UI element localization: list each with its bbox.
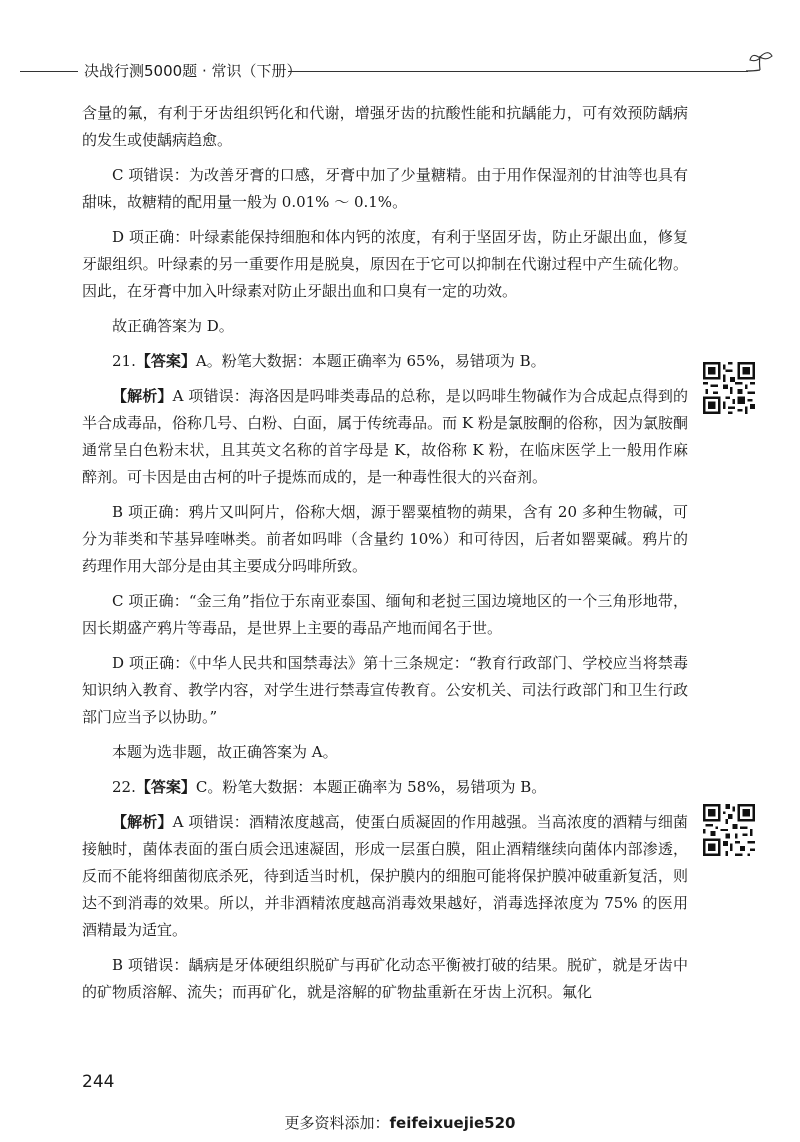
- page-content: [82, 100, 688, 1014]
- paragraph: C 项正确：“金三角”指位于东南亚泰国、缅甸和老挝三国边境地区的一个三角形地带，因长期盛产鸦片等毒品，是世界上主要的毒品产地而闻名于世。: [82, 592, 688, 637]
- paragraph: B 项正确：鸦片又叫阿片，俗称大烟，源于罂粟植物的蒴果，含有 20 多种生物碱，可分为菲类和苄基异喹啉类。前者如吗啡（含量约 10%）和可待因，后者如罂粟碱。鸦片的药理作用大部分是由其主要成分吗啡所致。: [82, 503, 688, 575]
- answer-tag: 【答案】: [135, 778, 196, 796]
- footer-note: [0, 1112, 800, 1133]
- answer-text: C。粉笔大数据：本题正确率为 58%，易错项为 B。: [195, 778, 547, 796]
- analysis-paragraph: [82, 809, 688, 944]
- book-title: 决战行测5000题 · 常识（下册）: [84, 62, 302, 80]
- paragraph: 本题为选非题，故正确答案为 A。: [112, 743, 338, 761]
- qr-code-icon[interactable]: [703, 804, 755, 856]
- header-rule-right: [288, 71, 748, 72]
- paragraph: D 项正确：《中华人民共和国禁毒法》第十三条规定：“教育行政部门、学校应当将禁毒知识纳入教育、教学内容，对学生进行禁毒宣传教育。公安机关、司法行政部门和卫生行政部门应当予以协助。”: [82, 654, 688, 726]
- footer-prefix: 更多资料添加：: [284, 1114, 390, 1132]
- analysis-tag: 【解析】: [112, 813, 173, 831]
- answer-line-22: [82, 774, 688, 801]
- answer-line-21: [82, 348, 688, 375]
- analysis-tag: 【解析】: [112, 387, 173, 405]
- analysis-text: A 项错误：海洛因是吗啡类毒品的总称，是以吗啡生物碱作为合成起点得到的半合成毒品，俗称几号、白粉、白面，属于传统毒品。而 K 粉是氯胺酮的俗称，因为氯胺酮通常呈白色粉末状，且其英文名称的首字母是 K，故俗称 K 粉，在临床医学上一般用作麻醉剂。可卡因是由古柯的叶子提炼而成的，是一种毒性很大的兴奋剂。: [82, 387, 688, 486]
- analysis-text: A 项错误：酒精浓度越高，使蛋白质凝固的作用越强。当高浓度的酒精与细菌接触时，菌体表面的蛋白质会迅速凝固，形成一层蛋白膜，阻止酒精继续向菌体内部渗透，反而不能将细菌彻底杀死，待到适当时机，保护膜内的细胞可能将保护膜冲破重新复活，则达不到消毒的效果。所以，并非酒精浓度越高消毒效果越好，消毒选择浓度为 75% 的医用酒精最为适宜。: [82, 813, 688, 939]
- answer-tag: 【答案】: [135, 352, 196, 370]
- paragraph: D 项正确：叶绿素能保持细胞和体内钙的浓度，有利于坚固牙齿，防止牙龈出血，修复牙龈组织。叶绿素的另一重要作用是脱臭，原因在于它可以抑制在代谢过程中产生硫化物。因此，在牙膏中加入叶绿素对防止牙龈出血和口臭有一定的功效。: [82, 228, 688, 300]
- page-number: 244: [82, 1072, 115, 1092]
- running-header: [20, 56, 762, 82]
- header-rule-left: [20, 71, 78, 72]
- analysis-paragraph: [82, 383, 688, 491]
- question-number: 21.: [112, 352, 136, 370]
- paragraph: 故正确答案为 D。: [112, 317, 234, 335]
- answer-text: A。粉笔大数据：本题正确率为 65%，易错项为 B。: [195, 352, 546, 370]
- qr-code-icon[interactable]: [703, 362, 755, 414]
- paragraph: C 项错误：为改善牙膏的口感，牙膏中加了少量糖精。由于用作保湿剂的甘油等也具有甜味，故糖精的配用量一般为 0.01% ～ 0.1%。: [82, 166, 688, 211]
- sprout-icon: [744, 48, 776, 80]
- paragraph: B 项错误：龋病是牙体硬组织脱矿与再矿化动态平衡被打破的结果。脱矿，就是牙齿中的矿物质溶解、流失；而再矿化，就是溶解的矿物盐重新在牙齿上沉积。氟化: [82, 956, 688, 1001]
- question-number: 22.: [112, 778, 136, 796]
- paragraph: 含量的氟，有利于牙齿组织钙化和代谢，增强牙齿的抗酸性能和抗龋能力，可有效预防龋病的发生或使龋病趋愈。: [82, 104, 688, 149]
- footer-wechat-id: feifeixuejie520: [389, 1114, 516, 1132]
